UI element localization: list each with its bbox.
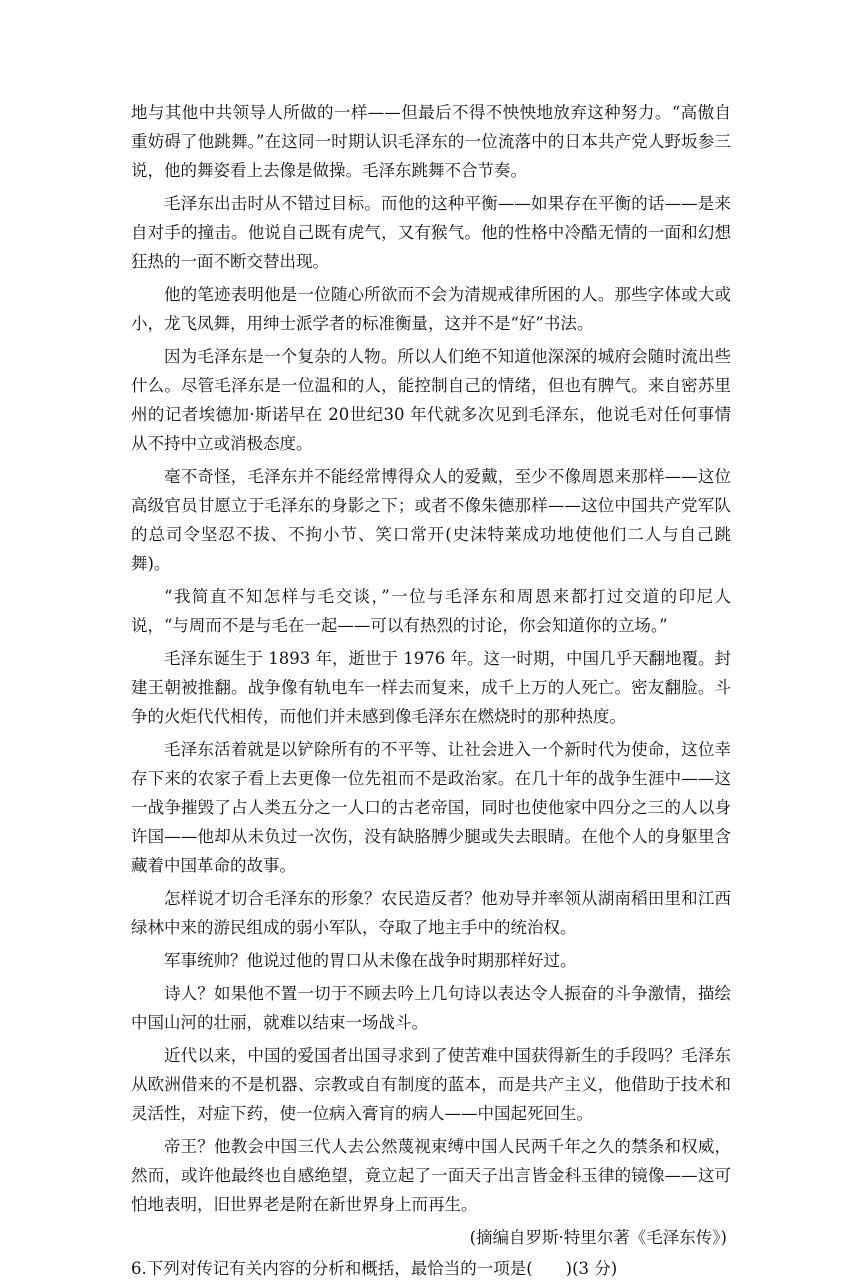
- paragraph: 近代以来，中国的爱国者出国寻求到了使苦难中国获得新生的手段吗？毛泽东从欧洲借来的不是机器、宗教或自有制度的蓝本，而是共产主义，他借助于技术和灵活性，对症下药，使一位病入膏肓的病人——中国起死回生。: [131, 1046, 731, 1123]
- paragraph: 诗人？如果他不置一切于不顾去吟上几句诗以表达令人振奋的斗争激情，描绘中国山河的壮丽，就难以结束一场战斗。: [131, 984, 731, 1032]
- paragraph: 毛泽东活着就是以铲除所有的不平等、让社会进入一个新时代为使命，这位幸存下来的农家子看上去更像一位先祖而不是政治家。在几十年的战争生涯中——这一战争摧毁了占人类五分之一人口的古老帝国，同时也使他家中四分之三的人以身许国——他却从未负过一次伤，没有缺胳膊少腿或失去眼睛。在他个人的身躯里含藏着中国革命的故事。: [131, 740, 731, 875]
- paragraph: 怎样说才切合毛泽东的形象？农民造反者？他劝导并率领从湖南稻田里和江西绿林中来的游民组成的弱小军队，夺取了地主手中的统治权。: [131, 889, 731, 937]
- paragraph: “我简直不知怎样与毛交谈，”一位与毛泽东和周恩来都打过交道的印尼人说，“与周而不是与毛在一起——可以有热烈的讨论，你会知道你的立场。”: [131, 587, 731, 635]
- paragraph: 毫不奇怪，毛泽东并不能经常博得众人的爱戴，至少不像周恩来那样——这位高级官员甘愿立于毛泽东的身影之下；或者不像朱德那样——这位中国共产党军队的总司令坚忍不拔、不拘小节、笑口常开(史沫特莱成功地使他们二人与自己跳舞)。: [131, 467, 731, 573]
- paragraph: 地与其他中共领导人所做的一样——但最后不得不怏怏地放弃这种努力。“高傲自重妨碍了他跳舞。”在这同一时期认识毛泽东的一位流落中的日本共产党人野坂参三说，他的舞姿看上去像是做操。毛泽东跳舞不合节奏。: [131, 103, 731, 180]
- paragraph: 军事统帅？他说过他的胃口从未像在战争时期那样好过。: [164, 951, 577, 970]
- article-body: [131, 98, 731, 1283]
- paragraph: 他的笔迹表明他是一位随心所欲而不会为清规戒律所困的人。那些字体或大或小，龙飞凤舞，用绅士派学者的标准衡量，这并不是“好”书法。: [131, 285, 731, 333]
- paragraph: 毛泽东出击时从不错过目标。而他的这种平衡——如果存在平衡的话——是来自对手的撞击。他说自己既有虎气，又有猴气。他的性格中冷酷无情的一面和幻想狂热的一面不断交替出现。: [131, 194, 731, 271]
- source-citation: (摘编自罗斯·特里尔著《毛泽东传》): [469, 1228, 727, 1247]
- paragraph: 因为毛泽东是一个复杂的人物。所以人们绝不知道他深深的城府会随时流出些什么。尽管毛泽东是一位温和的人，能控制自己的情绪，但也有脾气。来自密苏里州的记者埃德加·斯诺早在 20世纪30 年代就多次见到毛泽东，他说毛对任何事情从不持中立或消极态度。: [131, 347, 731, 453]
- question-text: 6.下列对传记有关内容的分析和概括，最恰当的一项是( )(3 分): [131, 1259, 618, 1278]
- paragraph: 帝王？他教会中国三代人去公然蔑视束缚中国人民两千年之久的禁条和权威，然而，或许他最终也自感绝望，竟立起了一面天子出言皆金科玉律的镜像——这可怕地表明，旧世界老是附在新世界身上而再生。: [131, 1137, 731, 1214]
- paragraph: 毛泽东诞生于 1893 年，逝世于 1976 年。这一时期，中国几乎天翻地覆。封建王朝被推翻。战争像有轨电车一样去而复来，成千上万的人死亡。密友翻脸。斗争的火炬代代相传，而他们并未感到像毛泽东在燃烧时的那种热度。: [131, 649, 731, 726]
